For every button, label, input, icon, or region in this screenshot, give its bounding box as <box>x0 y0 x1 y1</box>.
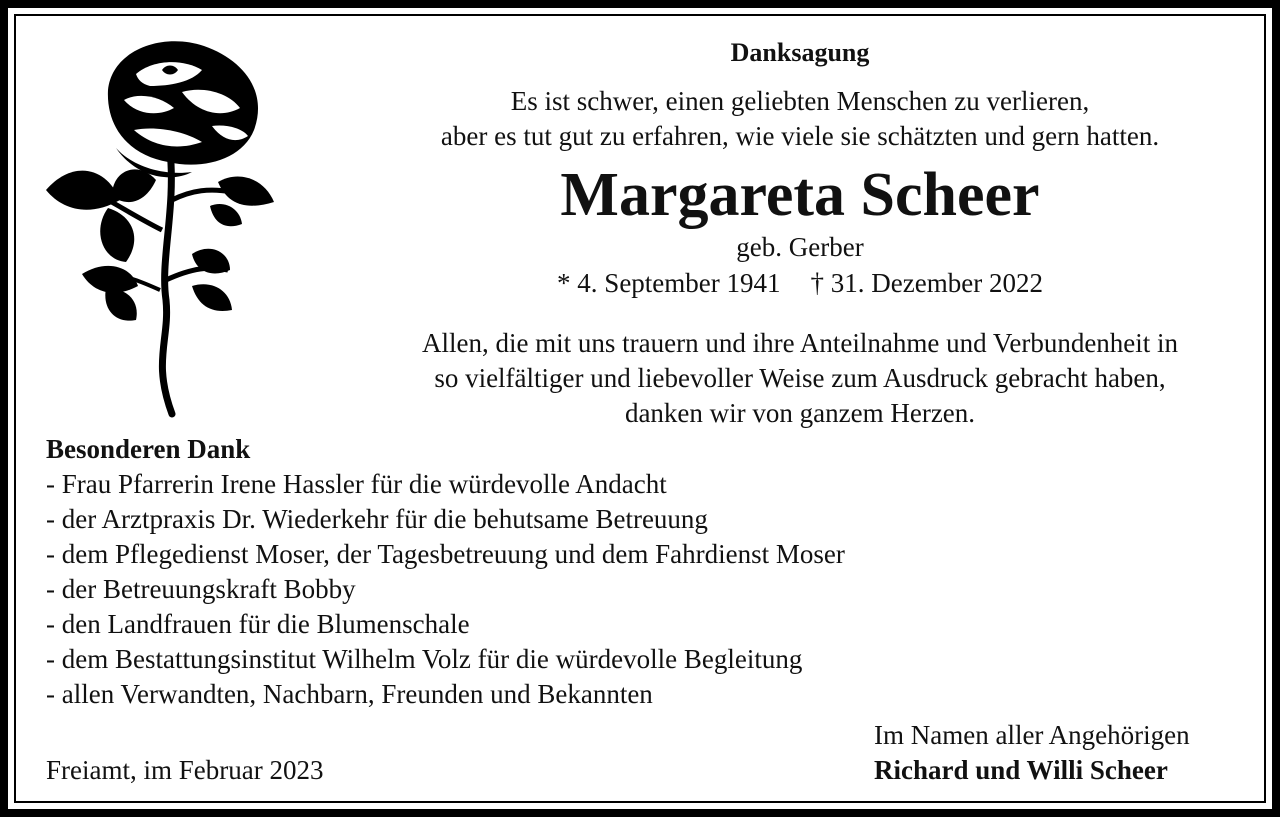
thanks-text <box>348 326 1252 431</box>
signature-names: Richard und Willi Scheer <box>874 755 1168 785</box>
thanks-line: Allen, die mit uns trauern und ihre Anteilnahme und Verbundenheit in <box>421 328 1179 358</box>
thanks-line: danken wir von ganzem Herzen. <box>624 398 976 428</box>
list-item: - Frau Pfarrerin Irene Hassler für die würdevolle Andacht <box>46 469 667 499</box>
special-thanks <box>46 432 1046 712</box>
heading: Danksagung <box>730 38 870 67</box>
intro-line: Es ist schwer, einen geliebten Menschen zu verlieren, <box>510 86 1090 116</box>
special-thanks-list <box>46 467 1046 712</box>
intro-text <box>348 84 1252 154</box>
list-item: - dem Bestattungsinstitut Wilhelm Volz für die würdevolle Begleitung <box>46 644 803 674</box>
rose-icon <box>42 30 282 420</box>
life-dates <box>348 264 1252 302</box>
thanks-line: so vielfältiger und liebevoller Weise zum Ausdruck gebracht haben, <box>434 363 1166 393</box>
birth-date: * 4. September 1941 <box>557 268 781 298</box>
birth-name: geb. Gerber <box>736 232 864 262</box>
list-item: - allen Verwandten, Nachbarn, Freunden und Bekannten <box>46 679 653 709</box>
signature-line: Im Namen aller Angehörigen <box>874 720 1190 750</box>
deceased-name: Margareta Scheer <box>560 161 1040 229</box>
list-item: - den Landfrauen für die Blumenschale <box>46 609 470 639</box>
signature <box>874 718 1264 788</box>
intro-line: aber es tut gut zu erfahren, wie viele sie schätzten und gern hatten. <box>440 121 1160 151</box>
list-item: - dem Pflegedienst Moser, der Tagesbetreuung und dem Fahrdienst Moser <box>46 539 845 569</box>
list-item: - der Betreuungskraft Bobby <box>46 574 356 604</box>
special-thanks-title: Besonderen Dank <box>46 434 251 464</box>
death-date: † 31. Dezember 2022 <box>810 268 1043 298</box>
list-item: - der Arztpraxis Dr. Wiederkehr für die behutsame Betreuung <box>46 504 708 534</box>
place-date: Freiamt, im Februar 2023 <box>46 755 324 785</box>
